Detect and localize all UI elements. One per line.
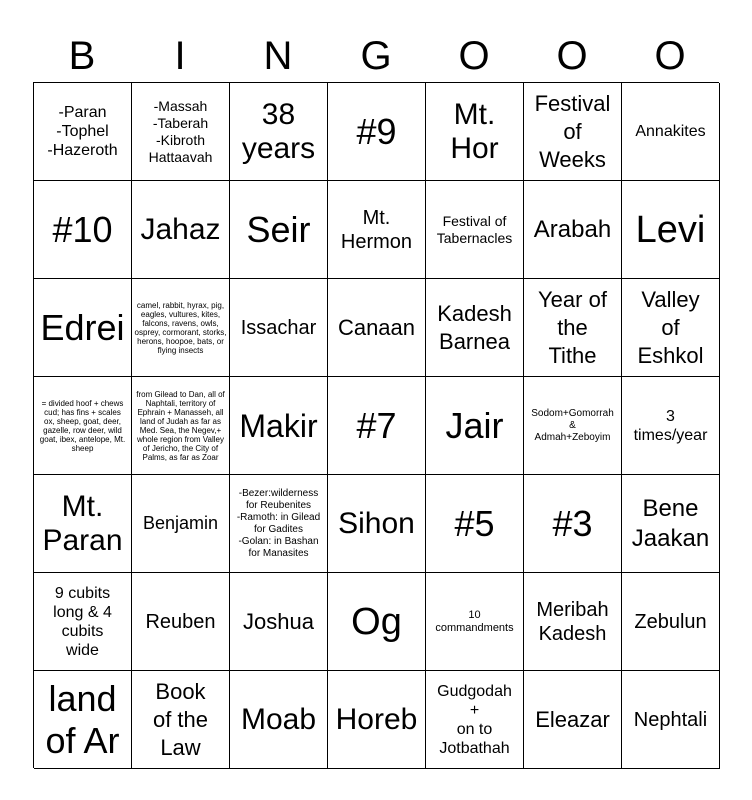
bingo-cell[interactable] [328,181,426,279]
cell-text: Benjamin [142,513,219,533]
bingo-cell[interactable] [426,671,524,769]
bingo-cell[interactable] [230,377,328,475]
bingo-cell[interactable] [230,573,328,671]
cell-text: Issachar [240,316,317,339]
cell-text: Bene Jaakan [631,494,710,552]
cell-text: #9 [356,110,397,152]
cell-text: Festival of Tabernacles [436,212,513,246]
bingo-cell[interactable] [426,377,524,475]
bingo-cell[interactable] [524,279,622,377]
bingo-cell[interactable] [426,181,524,279]
cell-text: #3 [552,502,593,544]
cell-text: Annakites [635,123,706,140]
bingo-cell[interactable] [524,377,622,475]
cell-text: Seir [246,208,311,250]
cell-text: Gudgodah + on to Jotbathah [437,682,512,757]
bingo-cell[interactable] [524,83,622,181]
bingo-cell[interactable] [230,475,328,573]
bingo-cell[interactable] [34,279,132,377]
bingo-cell[interactable] [622,475,720,573]
bingo-cell[interactable] [622,83,720,181]
cell-text: Levi [635,208,706,251]
bingo-cell[interactable] [328,377,426,475]
cell-text: 9 cubits long & 4 cubits wide [53,584,112,659]
cell-text: Og [351,600,402,643]
cell-text: 38 years [241,97,316,165]
bingo-grid [33,82,719,768]
cell-text: Kadesh Barnea [437,300,512,354]
header-letter: G [360,34,392,78]
bingo-cell[interactable] [132,181,230,279]
bingo-cell[interactable] [426,573,524,671]
bingo-cell[interactable] [230,181,328,279]
cell-text: -Bezer:wilderness for Reubenites -Ramoth: in Gilead for Gadites -Golan: in Bashan for Manasites [236,487,321,559]
bingo-cell[interactable] [34,671,132,769]
bingo-cell[interactable] [132,671,230,769]
bingo-cell[interactable] [132,83,230,181]
header-letter: O [556,34,588,78]
header-letter: O [458,34,490,78]
cell-text: = divided hoof + chews cud; has fins + scales ox, sheep, goat, deer, gazelle, row deer, wild goat, ibex, antelope, Mt. sheep [39,398,126,453]
cell-text: -Massah -Taberah -Kibroth Hattaavah [148,97,213,165]
bingo-cell[interactable] [426,475,524,573]
bingo-cell[interactable] [34,181,132,279]
cell-text: Nephtali [633,708,708,731]
bingo-cell[interactable] [622,671,720,769]
header-letter: O [654,34,686,78]
bingo-cell[interactable] [524,671,622,769]
bingo-cell[interactable] [230,671,328,769]
header-letter: N [263,34,293,78]
bingo-cell[interactable] [34,83,132,181]
bingo-cell[interactable] [132,475,230,573]
cell-text: #5 [454,502,495,544]
bingo-cell[interactable] [426,83,524,181]
cell-text: Mt. Hermon [340,206,413,253]
cell-text: Jahaz [140,212,221,246]
bingo-cell[interactable] [230,279,328,377]
header-letter: I [174,34,186,78]
bingo-cell[interactable] [328,671,426,769]
cell-text: Sodom+Gomorrah & Admah+Zeboyim [531,407,614,443]
bingo-cell[interactable] [622,573,720,671]
cell-text: Eleazar [535,706,610,732]
bingo-header [33,30,719,82]
cell-text: -Paran -Tophel -Hazeroth [47,104,118,159]
cell-text: Festival of Weeks [534,90,611,172]
bingo-cell[interactable] [132,279,230,377]
bingo-cell[interactable] [34,475,132,573]
bingo-cell[interactable] [34,377,132,475]
cell-text: Meribah Kadesh [536,598,609,645]
bingo-cell[interactable] [230,83,328,181]
bingo-cell[interactable] [34,573,132,671]
bingo-cell[interactable] [426,279,524,377]
bingo-cell[interactable] [524,181,622,279]
cell-text: Reuben [145,610,216,633]
cell-text: Moab [240,702,317,736]
bingo-cell[interactable] [328,279,426,377]
cell-text: Joshua [243,608,314,634]
cell-text: Zebulun [634,610,707,633]
cell-text: land of Ar [45,677,120,761]
cell-text: Valley of Eshkol [637,286,704,368]
cell-text: 3 times/year [633,407,708,444]
cell-text: #10 [52,208,113,250]
cell-text: 10 commandments [435,608,514,634]
bingo-cell[interactable] [622,181,720,279]
bingo-cell[interactable] [132,377,230,475]
cell-text: Mt. Paran [42,489,123,557]
cell-text: Horeb [335,702,418,736]
cell-text: Arabah [533,215,612,243]
cell-text: Mt. Hor [450,97,499,165]
bingo-cell[interactable] [132,573,230,671]
cell-text: #7 [356,404,397,446]
bingo-cell[interactable] [622,377,720,475]
bingo-cell[interactable] [524,475,622,573]
bingo-cell[interactable] [328,83,426,181]
bingo-cell[interactable] [622,279,720,377]
bingo-cell[interactable] [328,573,426,671]
cell-text: Canaan [337,314,416,340]
header-letter: B [68,34,96,78]
cell-text: Year of the Tithe [538,286,607,368]
cell-text: Edrei [40,306,125,348]
cell-text: Sihon [338,506,415,540]
cell-text: Jair [445,404,504,446]
cell-text: Book of the Law [152,678,209,760]
cell-text: Makir [239,407,318,444]
cell-text: camel, rabbit, hyrax, pig, eagles, vultures, kites, falcons, ravens, owls, osprey, cormorant, storks, herons, hoopoe, bats, or flying insects [134,300,227,355]
bingo-cell[interactable] [524,573,622,671]
cell-text: from Gilead to Dan, all of Naphtali, territory of Ephrain + Manasseh, all land of Judah as far as Med. Sea, the Negev,+ whole region from Valley of Jericho, the City of Palms, as far as Zoar [136,389,225,462]
bingo-cell[interactable] [328,475,426,573]
